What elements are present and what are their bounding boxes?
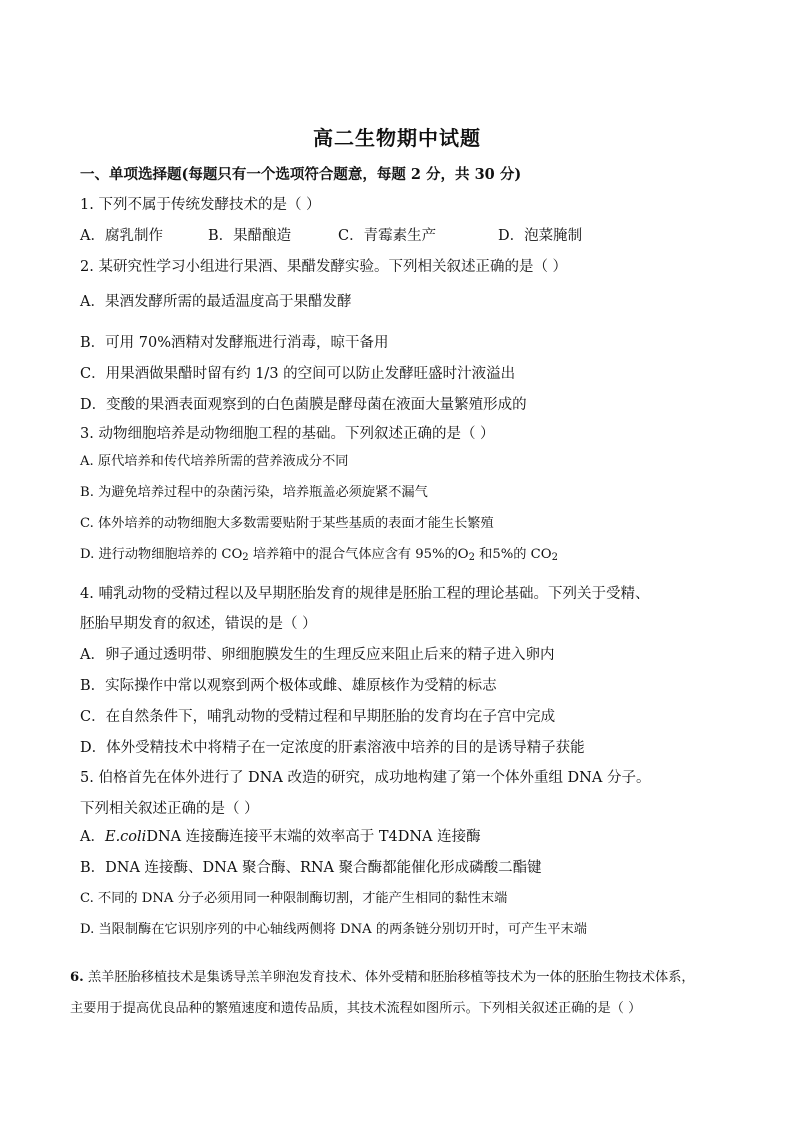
q1-option-c: C．青霉素生产 xyxy=(338,228,437,244)
q5-option-a xyxy=(80,827,481,847)
q4-option-a: A．卵子通过透明带、卵细胞膜发生的生理反应来阻止后来的精子进入卵内 xyxy=(80,647,555,663)
q2-option-d: D．变酸的果酒表面观察到的白色菌膜是酵母菌在液面大量繁殖形成的 xyxy=(80,397,527,413)
q5-option-c: C. 不同的 DNA 分子必须用同一种限制酶切割，才能产生相同的黏性末端 xyxy=(80,891,508,906)
q5-option-a-text: DNA 连接酶连接平末端的效率高于 T4DNA 连接酶 xyxy=(146,829,481,845)
q1-option-d: D．泡菜腌制 xyxy=(498,228,583,244)
question-5-stem-line-1: 5. 伯格首先在体外进行了 DNA 改造的研究，成功地构建了第一个体外重组 DNA 分子。 xyxy=(80,770,651,786)
q4-option-b: B．实际操作中常以观察到两个极体或雌、雄原核作为受精的标志 xyxy=(80,678,497,694)
question-6-number: 6. xyxy=(70,970,84,985)
question-2-stem: 2. 某研究性学习小组进行果酒、果醋发酵实验。下列相关叙述正确的是（ ） xyxy=(80,259,568,275)
question-6-text-1: 羔羊胚胎移植技术是集诱导羔羊卵泡发育技术、体外受精和胚胎移植等技术为一体的胚胎生物技术体系， xyxy=(83,970,695,985)
page-title: 高二生物期中试题 xyxy=(313,126,481,150)
q3-option-a: A. 原代培养和传代培养所需的营养液成分不同 xyxy=(80,454,349,469)
q1-option-b: B．果醋酿造 xyxy=(208,228,292,244)
q3-option-d xyxy=(80,545,558,568)
q5-option-a-italic: E.coli xyxy=(104,829,147,845)
q3-option-d-text-1: D. 进行动物细胞培养的 CO xyxy=(80,547,243,562)
q1-option-a: A．腐乳制作 xyxy=(80,228,163,244)
q3-option-d-text-3: 和5%的 CO xyxy=(474,547,552,562)
question-1-options xyxy=(80,226,582,246)
q3-option-d-text-2: 培养箱中的混合气体应含有 95%的O xyxy=(248,547,469,562)
question-5-stem-line-2: 下列相关叙述正确的是（ ） xyxy=(80,801,259,817)
q3-option-c: C. 体外培养的动物细胞大多数需要贴附于某些基质的表面才能生长繁殖 xyxy=(80,516,494,531)
q3-option-b: B. 为避免培养过程中的杂菌污染，培养瓶盖必须旋紧不漏气 xyxy=(80,485,428,500)
question-1-stem: 1. 下列不属于传统发酵技术的是（ ） xyxy=(80,197,321,213)
q4-option-d: D．体外受精技术中将精子在一定浓度的肝素溶液中培养的目的是诱导精子获能 xyxy=(80,740,585,756)
q2-option-b: B．可用 70%酒精对发酵瓶进行消毒，晾干备用 xyxy=(80,335,389,351)
subscript-2: 2 xyxy=(468,552,475,563)
q4-option-c: C．在自然条件下，哺乳动物的受精过程和早期胚胎的发育均在子宫中完成 xyxy=(80,709,556,725)
q2-option-c: C．用果酒做果醋时留有约 1/3 的空间可以防止发酵旺盛时汁液溢出 xyxy=(80,366,516,382)
question-6-stem-line-1 xyxy=(70,968,695,988)
subscript-2: 2 xyxy=(551,552,558,563)
q5-option-b: B．DNA 连接酶、DNA 聚合酶、RNA 聚合酶都能催化形成磷酸二酯键 xyxy=(80,860,542,876)
q5-option-d: D. 当限制酶在它识别序列的中心轴线两侧将 DNA 的两条链分别切开时，可产生平末端 xyxy=(80,922,587,937)
question-3-stem: 3. 动物细胞培养是动物细胞工程的基础。下列叙述正确的是（ ） xyxy=(80,426,495,442)
question-4-stem-line-2: 胚胎早期发育的叙述，错误的是（ ） xyxy=(80,616,317,632)
subscript-2: 2 xyxy=(242,552,249,563)
question-4-stem-line-1: 4. 哺乳动物的受精过程以及早期胚胎发育的规律是胚胎工程的理论基础。下列关于受精、 xyxy=(80,586,650,602)
section-heading: 一、单项选择题(每题只有一个选项符合题意，每题 2 分，共 30 分) xyxy=(80,166,522,183)
q2-option-a: A．果酒发酵所需的最适温度高于果醋发酵 xyxy=(80,294,352,310)
question-6-stem-line-2: 主要用于提高优良品种的繁殖速度和遗传品质，其技术流程如图所示。下列相关叙述正确的是（ ） xyxy=(70,1001,642,1016)
q5-option-a-letter: A． xyxy=(80,829,105,845)
